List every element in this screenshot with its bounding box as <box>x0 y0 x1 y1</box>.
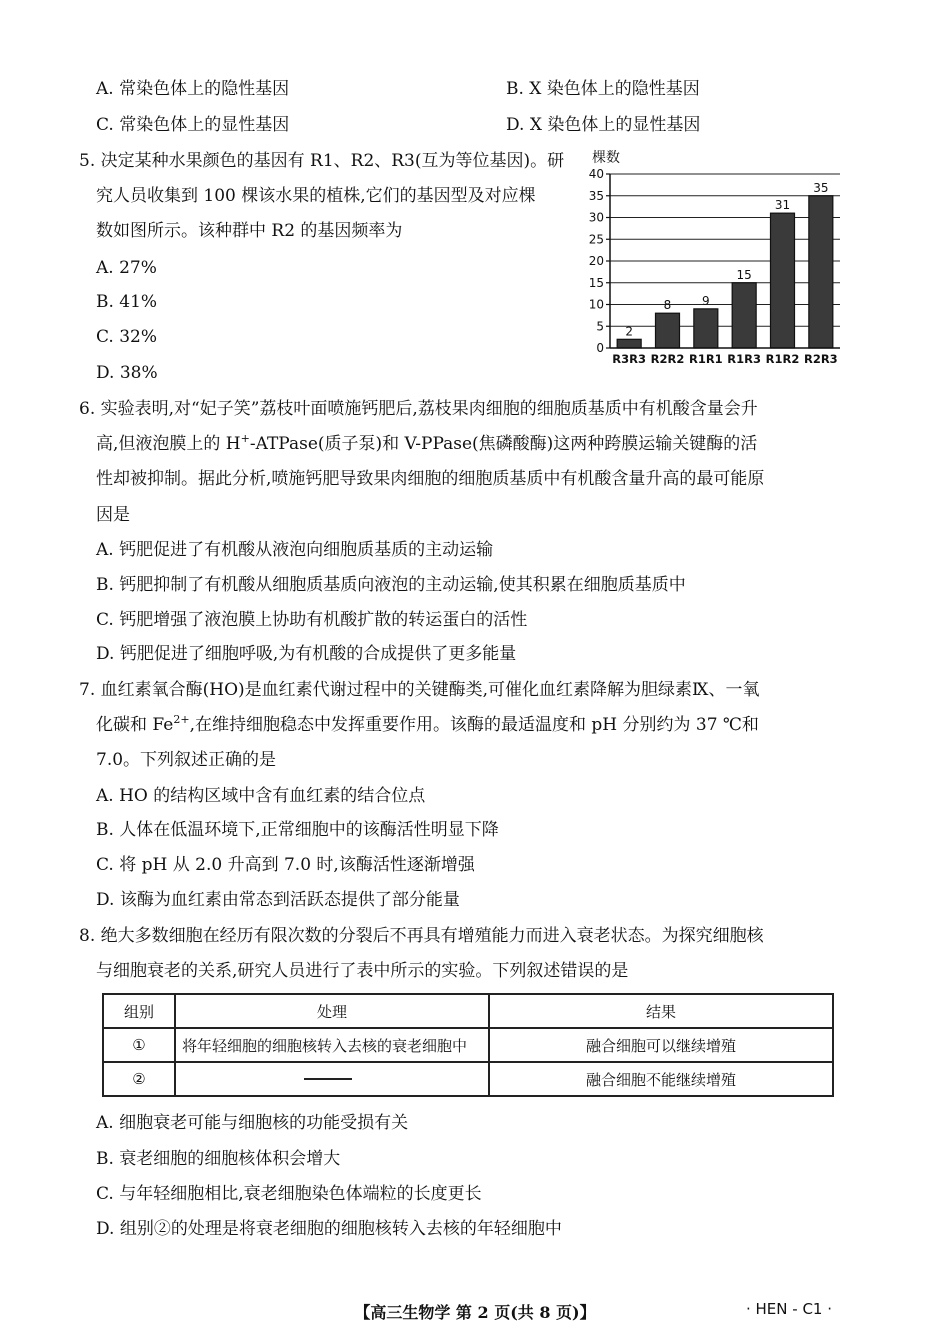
bar-r2r2 <box>656 313 680 348</box>
q6-stem-line-2-b: -ATPase(质子泵)和 V-PPase(焦磷酸酶)这两种跨膜运输关键酶的活 <box>249 434 758 454</box>
q7-option-a: A. HO 的结构区域中含有血红素的结合位点 <box>96 786 426 806</box>
q5-option-c: C. 32% <box>96 327 157 347</box>
q5-stem-line-3: 数如图所示。该种群中 R2 的基因频率为 <box>96 221 403 241</box>
q4-option-d: D. X 染色体上的显性基因 <box>506 115 701 135</box>
genotype-bar-chart <box>578 148 844 370</box>
table-header-group: 组别 <box>103 994 175 1028</box>
bar-r1r2 <box>771 213 795 348</box>
q7-stem-line-2-b: ,在维持细胞稳态中发挥重要作用。该酶的最适温度和 pH 分别约为 37 ℃和 <box>189 715 759 735</box>
bar-r3r3 <box>617 339 641 348</box>
q6-stem-line-1: 6. 实验表明,对“妃子笑”荔枝叶面喷施钙肥后,荔枝果肉细胞的细胞质基质中有机酸含量会升 <box>79 399 758 419</box>
table-header-result: 结果 <box>489 994 833 1028</box>
x-tick-label: R1R1 <box>688 352 723 366</box>
q5-option-d: D. 38% <box>96 363 158 383</box>
q7-stem-line-1: 7. 血红素氧合酶(HO)是血红素代谢过程中的关键酶类,可催化血红素降解为胆绿素Ⅸ、一氧 <box>79 680 760 700</box>
chart-gridlines <box>610 174 840 326</box>
bar-value-label: 8 <box>663 298 672 313</box>
y-tick-label: 35 <box>588 188 604 203</box>
q6-stem-line-2-a: 高,但液泡膜上的 H <box>96 434 241 454</box>
q8-option-b: B. 衰老细胞的细胞核体积会增大 <box>96 1149 341 1169</box>
q5-option-a: A. 27% <box>96 258 157 278</box>
bar-value-label: 2 <box>625 324 633 339</box>
q5-stem-line-2: 究人员收集到 100 棵该水果的植株,它们的基因型及对应棵 <box>96 186 536 206</box>
q7-option-b: B. 人体在低温环境下,正常细胞中的该酶活性明显下降 <box>96 820 499 840</box>
table-cell-result: 融合细胞可以继续增殖 <box>489 1028 833 1062</box>
table-cell-result: 融合细胞不能继续增殖 <box>489 1062 833 1096</box>
bar-value-label: 15 <box>736 267 752 282</box>
table-cell-treatment: 将年轻细胞的细胞核转入去核的衰老细胞中 <box>175 1028 489 1062</box>
q4-option-c: C. 常染色体上的显性基因 <box>96 115 290 135</box>
x-tick-label: R3R3 <box>612 352 647 366</box>
q8-stem-line-2: 与细胞衰老的关系,研究人员进行了表中所示的实验。下列叙述错误的是 <box>96 961 629 981</box>
y-tick-label: 25 <box>588 232 604 247</box>
q6-option-a: A. 钙肥促进了有机酸从液泡向细胞质基质的主动运输 <box>96 540 494 560</box>
footer-code: · HEN - C1 · <box>745 1300 832 1318</box>
q8-option-a: A. 细胞衰老可能与细胞核的功能受损有关 <box>96 1113 409 1133</box>
chart-y-axis-label: 棵数 <box>592 150 620 166</box>
y-tick-label: 15 <box>588 275 604 290</box>
bar-r1r1 <box>694 309 718 348</box>
q6-stem-line-3: 性却被抑制。据此分析,喷施钙肥导致果肉细胞的细胞质基质中有机酸含量升高的最可能原 <box>96 469 765 489</box>
chart-x-ticks <box>612 352 837 366</box>
y-tick-label: 30 <box>588 210 604 225</box>
q6-stem-line-2 <box>96 432 757 456</box>
footer-page-info: 【高三生物学 第 2 页(共 8 页)】 <box>354 1303 596 1322</box>
y-tick-label: 40 <box>588 167 604 181</box>
q7-stem-line-2 <box>96 713 759 737</box>
q5-stem-line-1: 5. 决定某种水果颜色的基因有 R1、R2、R3(互为等位基因)。研 <box>79 151 565 171</box>
table-row <box>103 1062 833 1096</box>
table-cell-group: ① <box>103 1028 175 1062</box>
experiment-table <box>102 993 834 1097</box>
table-cell-group: ② <box>103 1062 175 1096</box>
table-cell-treatment <box>175 1062 489 1096</box>
bar-r2r3 <box>809 196 833 348</box>
q6-superscript-plus: + <box>240 432 250 445</box>
q7-option-d: D. 该酶为血红素由常态到活跃态提供了部分能量 <box>96 890 460 910</box>
x-tick-label: R1R2 <box>765 352 800 366</box>
y-tick-label: 10 <box>588 297 604 312</box>
chart-bars <box>617 181 833 348</box>
bar-value-label: 31 <box>774 198 791 213</box>
answer-blank-line <box>304 1078 352 1080</box>
y-tick-label: 0 <box>596 341 604 355</box>
q6-stem-line-4: 因是 <box>96 505 130 525</box>
q6-option-d: D. 钙肥促进了细胞呼吸,为有机酸的合成提供了更多能量 <box>96 644 517 664</box>
q4-option-a: A. 常染色体上的隐性基因 <box>96 79 290 99</box>
q7-option-c: C. 将 pH 从 2.0 升高到 7.0 时,该酶活性逐渐增强 <box>96 855 475 875</box>
x-tick-label: R1R3 <box>727 352 762 366</box>
q6-option-c: C. 钙肥增强了液泡膜上协助有机酸扩散的转运蛋白的活性 <box>96 610 528 630</box>
q8-option-c: C. 与年轻细胞相比,衰老细胞染色体端粒的长度更长 <box>96 1184 482 1204</box>
y-tick-label: 5 <box>596 319 604 334</box>
table-row <box>103 1028 833 1062</box>
q6-option-b: B. 钙肥抑制了有机酸从细胞质基质向液泡的主动运输,使其积累在细胞质基质中 <box>96 575 686 595</box>
q8-option-d: D. 组别②的处理是将衰老细胞的细胞核转入去核的年轻细胞中 <box>96 1219 562 1239</box>
q8-stem-line-1: 8. 绝大多数细胞在经历有限次数的分裂后不再具有增殖能力而进入衰老状态。为探究细胞核 <box>79 926 764 946</box>
q7-stem-line-3: 7.0。下列叙述正确的是 <box>96 750 277 770</box>
y-tick-label: 20 <box>588 254 604 268</box>
q4-option-b: B. X 染色体上的隐性基因 <box>506 79 700 99</box>
table-header-row <box>103 994 833 1028</box>
x-tick-label: R2R3 <box>803 352 838 366</box>
q7-stem-line-2-a: 化碳和 Fe <box>96 715 174 735</box>
chart-y-ticks <box>589 167 610 355</box>
x-tick-label: R2R2 <box>650 352 685 366</box>
bar-r1r3 <box>732 283 756 348</box>
q5-option-b: B. 41% <box>96 292 158 312</box>
q7-superscript-charge: 2+ <box>173 713 190 726</box>
table-header-treatment: 处理 <box>175 994 489 1028</box>
bar-value-label: 35 <box>813 180 829 195</box>
bar-value-label: 9 <box>702 293 710 308</box>
